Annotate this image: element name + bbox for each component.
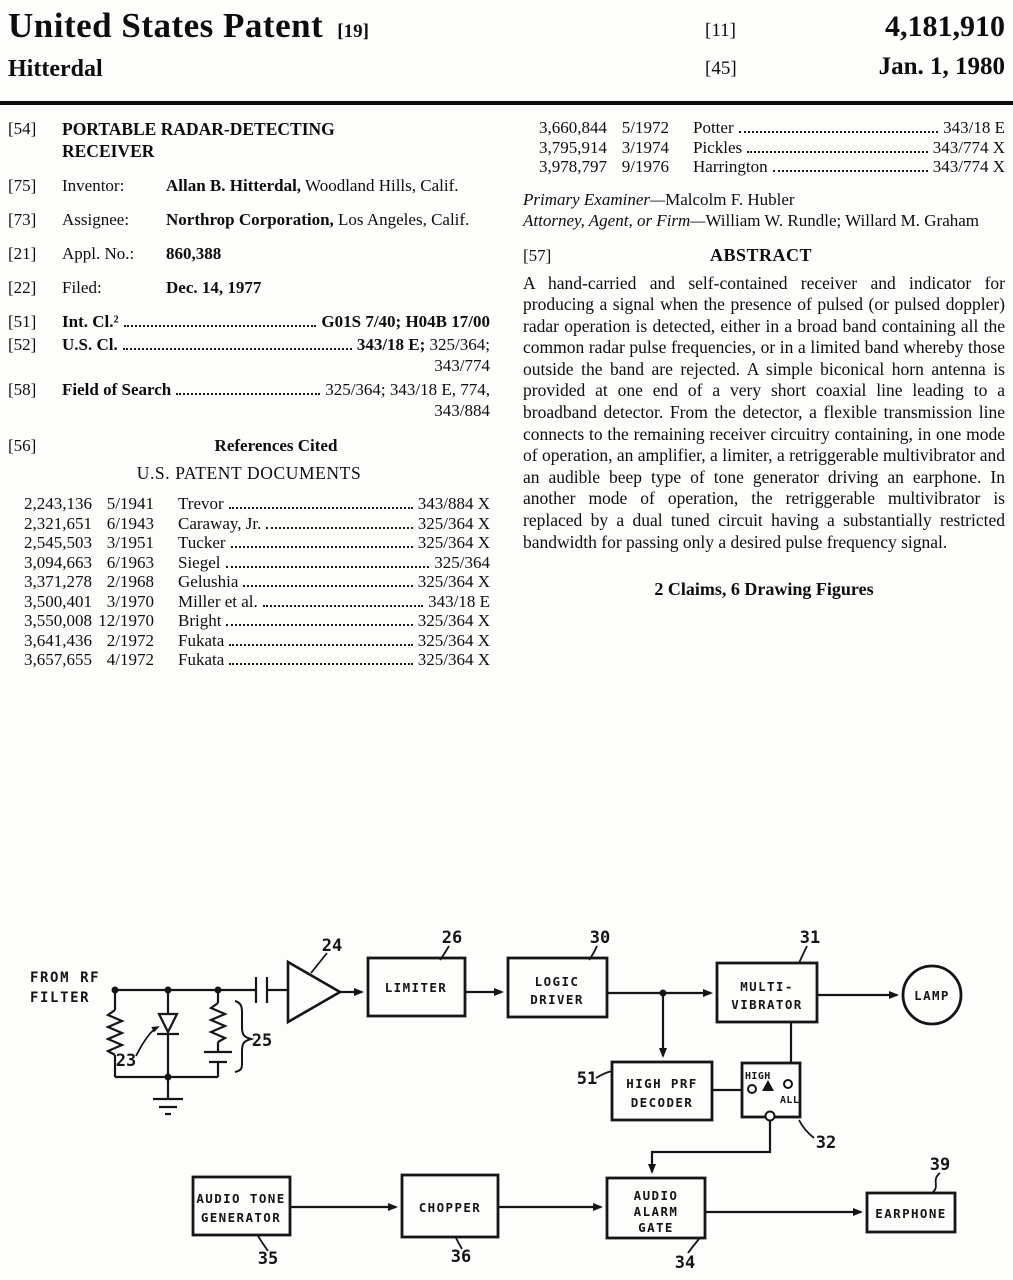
field-tag: [21] — [8, 244, 37, 263]
field-label: Int. Cl.² — [62, 312, 119, 331]
table-row — [523, 138, 1005, 158]
field-label: Assignee: — [62, 210, 130, 229]
ref-class: 343/774 X — [932, 137, 1005, 157]
references-table — [8, 494, 490, 670]
field-label: Field of Search — [62, 380, 172, 399]
ref-number: 3,371,278 — [24, 572, 92, 591]
ref-date: 2/1968 — [106, 572, 154, 591]
ref-date: 6/1943 — [106, 513, 154, 533]
ref-number: 3,795,914 — [539, 137, 607, 157]
dotted-leader — [229, 507, 413, 509]
ref-number: 3,094,663 — [24, 552, 92, 572]
numeral-26: 26 — [441, 928, 463, 948]
references-heading: References Cited — [214, 436, 338, 455]
dotted-leader — [263, 605, 423, 607]
ref-number: 3,641,436 — [24, 630, 92, 650]
ref-class: 343/884 X — [417, 494, 490, 513]
field-tag: [56] — [8, 436, 37, 455]
field-tag: [75] — [8, 176, 37, 195]
ref-class: 325/364 X — [417, 630, 490, 650]
table-row — [8, 572, 490, 592]
switch-common-terminal — [766, 1112, 775, 1121]
ref-name: Miller et al. — [178, 591, 258, 611]
ref-name: Siegel — [178, 552, 221, 572]
table-row — [8, 611, 490, 631]
header — [8, 6, 1005, 83]
circuit-diagram — [0, 900, 1013, 1280]
field-search — [8, 379, 490, 400]
ref-number: 3,657,655 — [24, 650, 92, 669]
ref-class: 325/364 — [434, 552, 490, 572]
ref-date: 12/1970 — [98, 611, 154, 630]
logic-driver-label-1: LOGIC — [534, 974, 580, 989]
dotted-leader — [773, 170, 928, 172]
dotted-leader — [243, 585, 412, 587]
numeral-25: 25 — [251, 1031, 273, 1051]
ref-name: Pickles — [693, 137, 743, 157]
references-table-continued — [523, 118, 1005, 177]
field-title — [8, 118, 490, 162]
audio-tone-generator-box — [193, 1177, 290, 1235]
ref-date: 6/1963 — [106, 552, 154, 572]
high-prf-decoder-box — [612, 1062, 712, 1120]
header-right — [705, 10, 1005, 90]
switch-high-terminal[interactable] — [748, 1085, 756, 1093]
numeral-32: 32 — [815, 1133, 837, 1153]
field-tag: [51] — [8, 312, 37, 331]
inventor-surname: Hitterdal — [8, 56, 103, 82]
ref-class: 343/774 X — [932, 157, 1005, 176]
ref-class: 343/18 E — [943, 118, 1005, 137]
left-column — [8, 118, 490, 670]
from-rf-filter-label — [30, 970, 100, 1006]
dotted-leader — [229, 663, 412, 665]
limiter-label: LIMITER — [384, 980, 448, 995]
page-title: United States Patent — [8, 6, 324, 45]
appl-number: 860,388 — [166, 244, 222, 263]
field-references — [8, 435, 490, 456]
numeral-39: 39 — [929, 1155, 951, 1175]
us-cl-value — [357, 334, 490, 355]
table-row — [8, 650, 490, 670]
ref-date: 9/1976 — [621, 157, 669, 176]
ref-class: 325/364 X — [417, 513, 490, 533]
header-rule — [0, 101, 1013, 105]
patent-number: 4,181,910 — [885, 10, 1005, 43]
dotted-leader — [266, 527, 412, 529]
field-label: Inventor: — [62, 176, 125, 195]
invention-title: PORTABLE RADAR-DETECTING RECEIVER — [62, 119, 335, 161]
assignee-value — [166, 209, 490, 230]
dotted-leader — [747, 151, 928, 153]
logic-driver-label-2: DRIVER — [530, 992, 584, 1007]
field-appl-no — [8, 243, 490, 264]
field-filed — [8, 277, 490, 298]
ref-number: 3,660,844 — [539, 118, 607, 137]
numeral-23: 23 — [115, 1051, 137, 1071]
inventor-name: Allan B. Hitterdal, — [166, 176, 302, 195]
audio-alarm-gate-label-1: AUDIO — [633, 1188, 679, 1203]
field-tag: [52] — [8, 335, 37, 354]
search-value: 325/364; 343/18 E, 774, — [325, 380, 490, 399]
attorney — [523, 210, 1005, 231]
audio-alarm-gate-label-2: ALARM — [633, 1204, 679, 1219]
numeral-34: 34 — [674, 1253, 696, 1273]
field-tag: [57] — [523, 245, 552, 265]
us-cl-primary: 343/18 E; — [356, 335, 426, 354]
field-label: Appl. No.: — [62, 244, 135, 263]
primary-examiner — [523, 189, 1005, 210]
table-row — [8, 631, 490, 651]
field-label: U.S. Cl. — [62, 335, 118, 354]
audio-alarm-gate-label-3: GATE — [638, 1220, 674, 1235]
abstract-header — [523, 245, 1005, 266]
multivibrator-label-2: VIBRATOR — [731, 997, 803, 1012]
multivibrator-label-1: MULTI- — [740, 979, 794, 994]
audio-tone-generator-label-1: AUDIO TONE — [196, 1191, 286, 1206]
ref-class: 325/364 X — [417, 572, 490, 591]
inventor-location: Woodland Hills, Calif. — [301, 176, 459, 195]
ref-date: 5/1941 — [106, 494, 154, 513]
attorney-names: William W. Rundle; Willard M. Graham — [705, 210, 980, 230]
us-cl-continued: 343/774 — [434, 356, 490, 375]
attorney-label: Attorney, Agent, or Firm— — [523, 210, 706, 230]
ref-name: Tucker — [178, 533, 226, 552]
ref-name: Potter — [693, 118, 734, 137]
amplifier-symbol — [288, 962, 340, 1022]
chopper-label: CHOPPER — [418, 1200, 482, 1215]
field-tag: [58] — [8, 380, 37, 399]
dotted-leader — [739, 131, 939, 133]
ref-number: 3,500,401 — [24, 591, 92, 611]
field-int-cl — [8, 311, 490, 332]
table-row — [523, 118, 1005, 138]
ref-name: Bright — [178, 611, 222, 630]
assignee-location: Los Angeles, Calif. — [333, 210, 470, 229]
ref-class: 325/364 X — [417, 650, 490, 669]
field-tag: [73] — [8, 210, 37, 229]
table-row — [8, 592, 490, 612]
table-row — [8, 553, 490, 573]
earphone-label: EARPHONE — [875, 1206, 947, 1221]
decoder-label-1: HIGH PRF — [626, 1076, 698, 1091]
table-row — [523, 157, 1005, 177]
us-cl-secondary: 325/364; — [425, 335, 490, 354]
abstract-heading: ABSTRACT — [709, 244, 813, 265]
ref-number: 3,550,008 — [24, 611, 92, 630]
ref-class: 325/364 X — [417, 611, 490, 630]
ref-number: 2,545,503 — [24, 533, 92, 552]
field-assignee — [8, 209, 490, 230]
ref-class: 343/18 E — [428, 591, 490, 611]
numeral-51: 51 — [576, 1069, 598, 1089]
ref-date: 2/1972 — [106, 630, 154, 650]
kind-code-tag: [19] — [337, 21, 369, 42]
ref-class: 325/364 X — [417, 533, 490, 552]
switch-high-label: HIGH — [745, 1071, 771, 1082]
ref-date: 5/1972 — [621, 118, 669, 137]
numeral-31: 31 — [799, 928, 821, 948]
ref-name: Fukata — [178, 650, 225, 669]
ref-date: 3/1970 — [106, 591, 154, 611]
ref-date: 3/1974 — [621, 137, 669, 157]
field-us-cl — [8, 334, 490, 355]
abstract-text: A hand-carried and self-contained receiver and indicator for producing a signal when the presence of pulsed (or pulsed doppler) radar operation is detected, either in a broad band containing all the common radar pulse frequencies, or in a limited band whereby those outside the band are rejected. A simple biconical horn antenna is provided at one end of a very short coaxial line leading to a broadband detector. From the detector, a flexible transmission line connects to the remaining receiver circuitry containing, in one mode of operation, an amplifier, a limiter, a retriggerable multivibrator and an audible beep type of tone generator driving an earphone. In another mode of operation, the retriggerable multivibrator is replaced by a dual tuned circuit having a substantially restricted bandwidth for passing only a desired pulse frequency signal. — [523, 272, 1005, 552]
right-column — [523, 118, 1005, 600]
ref-name: Fukata — [178, 630, 225, 650]
dotted-leader — [229, 644, 412, 646]
issue-date: Jan. 1, 1980 — [878, 53, 1005, 80]
lamp-label: LAMP — [914, 988, 950, 1003]
ref-date: 4/1972 — [106, 650, 154, 669]
table-row — [8, 494, 490, 514]
decoder-label-2: DECODER — [630, 1095, 694, 1110]
dotted-leader — [124, 325, 317, 327]
filed-date: Dec. 14, 1977 — [166, 278, 262, 297]
table-row — [8, 514, 490, 534]
numeral-36: 36 — [450, 1247, 472, 1267]
inventor-value — [166, 175, 490, 196]
numeral-24: 24 — [321, 936, 343, 956]
examiner-name: Malcolm F. Hubler — [665, 189, 795, 209]
dotted-leader — [176, 393, 320, 395]
us-docs-heading: U.S. PATENT DOCUMENTS — [136, 463, 362, 483]
date-tag: [45] — [705, 58, 737, 79]
ref-name: Harrington — [693, 157, 768, 176]
examiner-label: Primary Examiner— — [523, 189, 666, 209]
field-inventor — [8, 175, 490, 196]
ref-name: Gelushia — [178, 572, 239, 591]
switch-all-terminal[interactable] — [784, 1080, 792, 1088]
field-tag: [22] — [8, 278, 37, 297]
dotted-leader — [226, 624, 412, 626]
field-tag: [54] — [8, 119, 37, 138]
ref-number: 2,321,651 — [24, 513, 92, 533]
dotted-leader — [226, 566, 430, 568]
numeral-30: 30 — [589, 928, 611, 948]
claims-line: 2 Claims, 6 Drawing Figures — [654, 579, 874, 600]
field-label: Filed: — [62, 278, 102, 297]
ref-date: 3/1951 — [106, 533, 154, 552]
from-rf-text-line1: FROM RF — [30, 970, 101, 986]
patent-number-tag: [11] — [705, 20, 736, 41]
audio-tone-generator-label-2: GENERATOR — [200, 1210, 282, 1225]
dotted-leader — [123, 348, 352, 350]
int-cl-value: G01S 7/40; H04B 17/00 — [321, 312, 490, 331]
dotted-leader — [231, 546, 413, 548]
ref-name: Caraway, Jr. — [178, 513, 262, 533]
switch-all-label: ALL — [780, 1095, 800, 1106]
ref-name: Trevor — [178, 494, 224, 513]
ref-number: 3,978,797 — [539, 157, 607, 176]
table-row — [8, 533, 490, 553]
ref-number: 2,243,136 — [24, 494, 92, 513]
connection-lines — [290, 992, 897, 1212]
search-continued: 343/884 — [434, 401, 490, 420]
numeral-35: 35 — [257, 1249, 279, 1269]
assignee-name: Northrop Corporation, — [166, 210, 334, 229]
from-rf-text-line2: FILTER — [30, 990, 91, 1006]
